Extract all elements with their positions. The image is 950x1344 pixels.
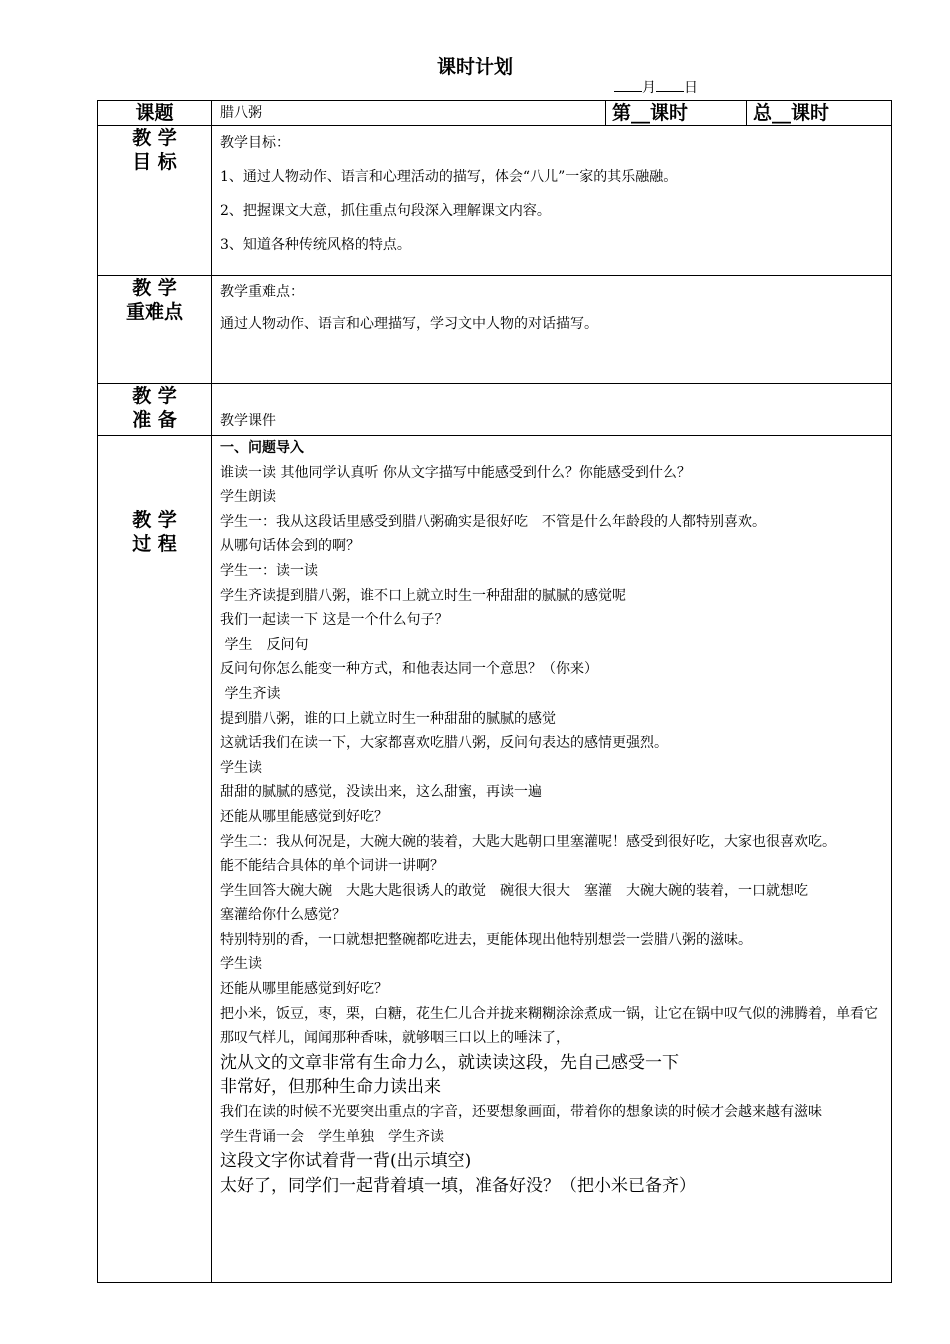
process-lines bbox=[220, 461, 885, 1199]
goal-item: 1、通过人物动作、语言和心理活动的描写，体会“八儿”一家的其乐融融。 bbox=[220, 169, 678, 185]
lesson-plan-table bbox=[97, 100, 892, 1283]
month-label: 月 bbox=[642, 80, 656, 96]
process-row bbox=[98, 436, 892, 1283]
prep-content: 教学课件 bbox=[212, 384, 892, 436]
process-line: 非常好，但那种生命力读出来 bbox=[220, 1077, 441, 1098]
process-line: 学生一：读一读 bbox=[220, 562, 318, 579]
process-line: 太好了，同学们一起背着填一填，准备好没？（把小米已备齐） bbox=[220, 1175, 696, 1196]
day-blank bbox=[656, 78, 684, 92]
lesson-number: 第__课时 bbox=[606, 101, 747, 126]
topic-value: 腊八粥 bbox=[212, 101, 606, 126]
process-line: 我们在读的时候不光要突出重点的字音，还要想象画面，带着你的想象读的时候才会越来越有滋味 bbox=[220, 1104, 822, 1121]
process-line: 学生二：我从何况是，大碗大碗的装着，大匙大匙朝口里塞灌呢！感受到很好吃，大家也很喜欢吃。 bbox=[220, 833, 836, 850]
process-line: 还能从哪里能感觉到好吃？ bbox=[220, 981, 388, 998]
process-line: 学生齐读提到腊八粥，谁不口上就立时生一种甜甜的腻腻的感觉呢 bbox=[220, 587, 626, 604]
process-line: 学生 反问句 bbox=[220, 636, 309, 653]
goal-item: 2、把握课文大意，抓住重点句段深入理解课文内容。 bbox=[220, 203, 551, 219]
goals-content bbox=[212, 126, 892, 276]
process-line: 我们一起读一下 这是一个什么句子？ bbox=[220, 612, 449, 629]
process-content bbox=[212, 436, 892, 1283]
topic-label: 课题 bbox=[98, 101, 212, 126]
keypoints-label: 教 学 重难点 bbox=[98, 276, 212, 384]
process-line: 学生读 bbox=[220, 956, 262, 973]
lesson-total: 总__课时 bbox=[747, 101, 892, 126]
process-line: 这段文字你试着背一背(出示填空) bbox=[220, 1151, 472, 1172]
process-line: 这就话我们在读一下，大家都喜欢吃腊八粥，反问句表达的感情更强烈。 bbox=[220, 735, 668, 752]
date-line bbox=[614, 77, 698, 97]
page-title: 课时计划 bbox=[436, 56, 513, 78]
process-line: 把小米，饭豆，枣，栗，白糖，花生仁儿合并拢来糊糊涂涂煮成一锅，让它在锅中叹气似的沸腾着，单看它那叹气样儿，闻闻那种香味，就够咽三口以上的唾沫了， bbox=[220, 1005, 878, 1047]
process-line: 从哪句话体会到的啊？ bbox=[220, 538, 360, 555]
process-line: 能不能结合具体的单个词讲一讲啊？ bbox=[220, 858, 444, 875]
process-line: 提到腊八粥，谁的口上就立时生一种甜甜的腻腻的感觉 bbox=[220, 710, 556, 727]
process-line: 学生朗读 bbox=[220, 489, 276, 506]
process-line: 学生一：我从这段话里感受到腊八粥确实是很好吃 不管是什么年龄段的人都特别喜欢。 bbox=[220, 513, 766, 530]
month-blank bbox=[614, 78, 642, 92]
process-line: 塞灌给你什么感觉？ bbox=[220, 907, 346, 924]
process-line: 反问句你怎么能变一种方式，和他表达同一个意思？（你来） bbox=[220, 661, 598, 678]
goals-row bbox=[98, 126, 892, 276]
process-line: 甜甜的腻腻的感觉，没读出来，这么甜蜜，再读一遍 bbox=[220, 784, 542, 801]
process-line: 学生背诵一会 学生单独 学生齐读 bbox=[220, 1128, 444, 1145]
goal-item: 3、知道各种传统风格的特点。 bbox=[220, 237, 411, 253]
process-line: 特别特别的香，一口就想把整碗都吃进去，更能体现出他特别想尝一尝腊八粥的滋味。 bbox=[220, 931, 752, 948]
goals-label: 教 学 目 标 bbox=[98, 126, 212, 276]
process-label: 教 学 过 程 bbox=[98, 436, 212, 1283]
process-line: 学生齐读 bbox=[220, 685, 281, 702]
process-section-title: 一、问题导入 bbox=[220, 440, 304, 456]
keypoints-text: 通过人物动作、语言和心理描写，学习文中人物的对话描写。 bbox=[220, 316, 598, 332]
keypoints-heading: 教学重难点： bbox=[220, 284, 304, 300]
day-label: 日 bbox=[684, 80, 698, 96]
goals-heading: 教学目标： bbox=[220, 135, 290, 151]
process-line: 还能从哪里能感觉到好吃？ bbox=[220, 808, 388, 825]
keypoints-content bbox=[212, 276, 892, 384]
process-line: 沈从文的文章非常有生命力么，就读读这段，先自己感受一下 bbox=[220, 1052, 679, 1073]
prep-label: 教 学 准 备 bbox=[98, 384, 212, 436]
prep-row bbox=[98, 384, 892, 436]
process-line: 学生回答大碗大碗 大匙大匙很诱人的敢觉 碗很大很大 塞灌 大碗大碗的装着，一口就想吃 bbox=[220, 882, 808, 899]
keypoints-row bbox=[98, 276, 892, 384]
process-line: 谁读一读 其他同学认真听 你从文字描写中能感受到什么？你能感受到什么？ bbox=[220, 464, 691, 481]
header-row bbox=[98, 101, 892, 126]
process-line: 学生读 bbox=[220, 759, 262, 776]
